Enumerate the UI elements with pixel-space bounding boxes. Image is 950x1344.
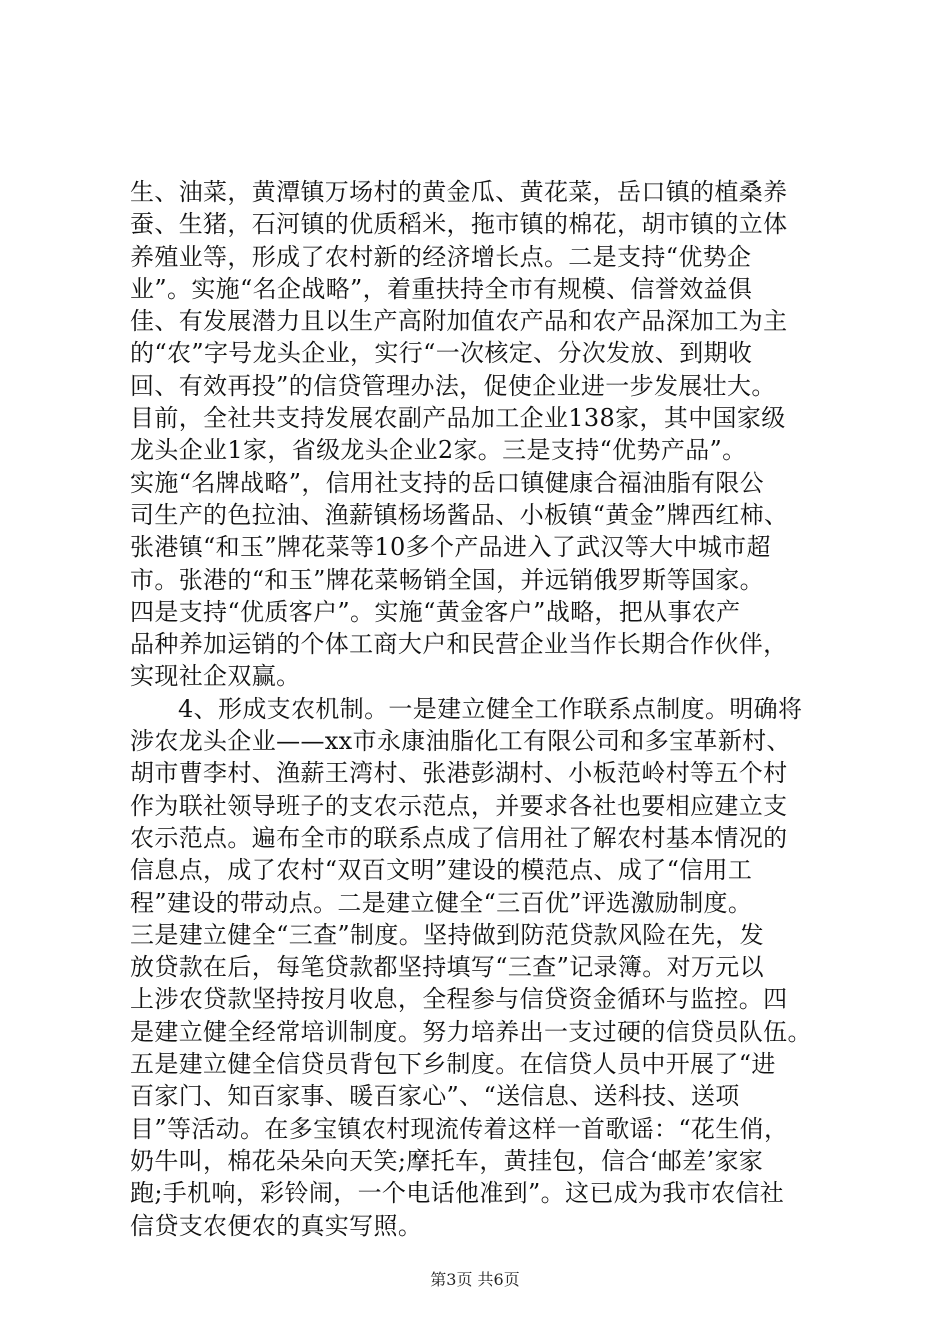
text-line: 上涉农贷款坚持按月收息，全程参与信贷资金循环与监控。四 bbox=[130, 985, 788, 1014]
page-number-footer: 第3页 共6页 bbox=[430, 1270, 520, 1289]
text-line: 市。张港的“和玉”牌花菜畅销全国，并远销俄罗斯等国家。 bbox=[130, 565, 764, 594]
text-line: 四是支持“优质客户”。实施“黄金客户”战略，把从事农产 bbox=[130, 597, 741, 626]
text-line: 司生产的色拉油、渔薪镇杨场酱品、小板镇“黄金”牌西红柿、 bbox=[130, 500, 789, 529]
text-line: 奶牛叫，棉花朵朵向天笑;摩托车，黄挂包，信合‘邮差’家家 bbox=[130, 1146, 764, 1175]
text-line: 作为联社领导班子的支农示范点，并要求各社也要相应建立支 bbox=[130, 791, 788, 820]
text-line: 养殖业等，形成了农村新的经济增长点。二是支持“优势企 bbox=[130, 242, 752, 271]
text-line: 信息点，成了农村“双百文明”建设的模范点、成了“信用工 bbox=[130, 856, 753, 885]
text-line: 实施“名牌战略”，信用社支持的岳口镇健康合福油脂有限公 bbox=[130, 468, 764, 497]
body-text bbox=[130, 176, 832, 1242]
text-line: 五是建立健全信贷员背包下乡制度。在信贷人员中开展了“进 bbox=[130, 1050, 776, 1079]
text-line: 佳、有发展潜力且以生产高附加值农产品和农产品深加工为主 bbox=[130, 307, 788, 336]
text-line: 品种养加运销的个体工商大户和民营企业当作长期合作伙伴， bbox=[130, 630, 788, 659]
text-line: 放贷款在后，每笔贷款都坚持填写“三查”记录簿。对万元以 bbox=[130, 953, 764, 982]
text-line: 目前，全社共支持发展农副产品加工企业138家，其中国家级 bbox=[130, 404, 786, 433]
text-line: 4、形成支农机制。一是建立健全工作联系点制度。明确将 bbox=[178, 694, 803, 723]
text-line: 的“农”字号龙头企业，实行“一次核定、分次发放、到期收 bbox=[130, 339, 753, 368]
text-line: 信贷支农便农的真实写照。 bbox=[130, 1211, 423, 1240]
text-line: 生、油菜，黄潭镇万场村的黄金瓜、黄花菜，岳口镇的植桑养 bbox=[130, 178, 788, 206]
text-line: 程”建设的带动点。二是建立健全“三百优”评选激励制度。 bbox=[130, 888, 753, 917]
text-line: 是建立健全经常培训制度。努力培养出一支过硬的信贷员队伍。 bbox=[130, 1017, 812, 1046]
text-line: 回、有效再投”的信贷管理办法，促使企业进一步发展壮大。 bbox=[130, 371, 776, 400]
text-line: 目”等活动。在多宝镇农村现流传着这样一首歌谣：“花生俏， bbox=[130, 1114, 789, 1143]
text-line: 蚕、生猪，石河镇的优质稻米，拖市镇的棉花，胡市镇的立体 bbox=[130, 210, 788, 239]
text-line: 三是建立健全“三查”制度。坚持做到防范贷款风险在先，发 bbox=[130, 920, 764, 949]
text-line: 胡市曹李村、渔薪王湾村、张港彭湖村、小板范岭村等五个村 bbox=[130, 759, 788, 788]
text-line: 业”。实施“名企战略”，着重扶持全市有规模、信誉效益俱 bbox=[130, 274, 753, 303]
text-line: 百家门、知百家事、暖百家心”、“送信息、送科技、送项 bbox=[130, 1082, 740, 1111]
text-line: 实现社企双赢。 bbox=[130, 662, 301, 691]
text-line: 张港镇“和玉”牌花菜等10多个产品进入了武汉等大中城市超 bbox=[130, 533, 771, 562]
text-line: 龙头企业1家，省级龙头企业2家。三是支持“优势产品”。 bbox=[130, 436, 747, 465]
text-line: 跑;手机响，彩铃闹，一个电话他准到”。这已成为我市农信社 bbox=[130, 1179, 785, 1208]
text-line: 涉农龙头企业——xx市永康油脂化工有限公司和多宝革新村、 bbox=[130, 727, 791, 756]
text-line: 农示范点。遍布全市的联系点成了信用社了解农村基本情况的 bbox=[130, 823, 788, 852]
